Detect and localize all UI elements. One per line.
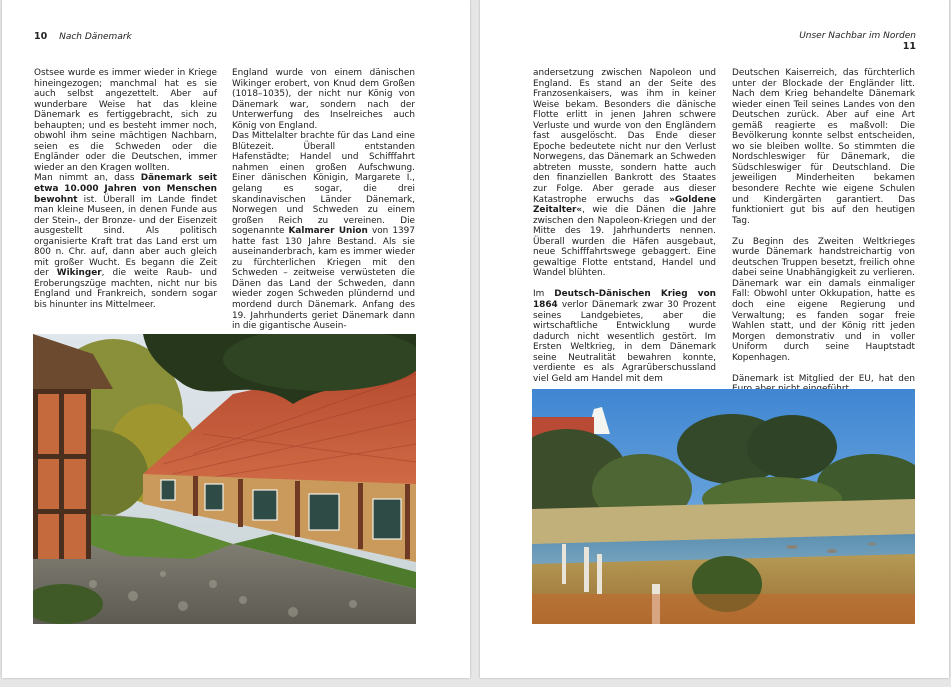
right-column-1 <box>533 68 716 384</box>
right-page <box>480 0 949 678</box>
left-page-number: 10 <box>34 31 48 42</box>
paragraph <box>34 173 217 310</box>
text-run: , die weite Raub- und Eroberungszüge machten, nicht nur bis England und Frankreich, sondern sogar bis hinunter ins Mittelmeer. <box>34 268 217 311</box>
left-column-1 <box>34 68 217 311</box>
left-page-header <box>34 31 132 42</box>
text-run: von 1397 hatte fast 130 Jahre Bestand. Als sie auseinanderbrach, kam es immer wieder zu fürchterlichen Kriegen mit den Schweden – zeitweise verwüsteten die Dänen das Land der Schweden, dann wieder zogen Schweden plündernd und mordend durch Dänemark. Anfang des 19. Jahrhunderts geriet Dänemark dann in die gigantische Ausein- <box>232 226 415 332</box>
paragraph: Dänemark ist Mitglied der EU, hat den <box>732 373 915 384</box>
text-run: verlor Dänemark zwar 30 Prozent seines Landgebietes, aber die wirtschaftliche Entwicklung wurde dadurch nicht wesentlich gestört. Im Ersten Weltkrieg, in dem Dänemark seine Neutralität bewahren konnte, verdiente es als Agrarüberschussland viel Geld am Handel mit dem <box>533 299 716 384</box>
right-page-header <box>790 31 916 52</box>
paragraph <box>533 68 716 279</box>
left-page <box>2 0 470 678</box>
photo-thatched-farmhouse <box>33 334 416 624</box>
bold-term: Dänemark seit etwa 10.000 Jahren von Menschen bewohnt <box>34 173 217 205</box>
paragraph: Zu Beginn des Zweiten Weltkrieges wurde Dänemark handstreichartig von deutschen Truppen besetzt, freilich ohne dabei seine Unabhängigkeit zu verlieren. Dänemark war ein damals einmaliger Fall: Obwohl unter Okkupation, hatte es doch eine eigene Regierung und Verwaltung; es fanden sogar freie Wahlen statt, und der König ritt jeden Morgen demonstrativ und in voller Uniform durch seine Hauptstadt Kopenhagen. <box>732 236 915 363</box>
right-column-2 <box>732 68 915 395</box>
text-run: Das Mittelalter brachte für das Land eine Blütezeit. Überall entstanden Hafenstädte; Handel und Schifffahrt nahmen einen großen Aufschwung. Einer dänischen Königin, Margarete I., gelang es sogar, die drei skandinavischen Länder Dänemark, Norwegen und Schweden zu einem großen Reich zu vereinen. Die sogenannte <box>232 131 415 237</box>
left-running-head: Nach Dänemark <box>59 32 132 42</box>
left-column-2 <box>232 68 415 332</box>
bold-term: Deutsch-Dänischen Krieg von 1864 <box>533 289 716 310</box>
paragraph <box>232 131 415 331</box>
right-running-head: Unser Nachbar im Norden <box>799 31 916 41</box>
text-run: Man nimmt an, dass <box>34 173 141 184</box>
paragraph: England wurde von einem dänischen Wikinger erobert, von Knud dem Großen (1018–1035), der nicht nur König von Dänemark war, sondern nach der Unterwerfung des Inselreiches auch König von England. <box>232 68 415 131</box>
text-run: , wie die Dänen die Jahre zwischen den Napoleon-Kriegen und der Mitte des 19. Jahrhunderts nennen. Überall wurden die Häfen ausgebaut, neue Schifffahrtswege gebaggert. Eine gewaltige Flotte entstand, Handel und Wandel blühten. <box>533 205 716 279</box>
photo-coastal-landscape <box>532 389 915 624</box>
paragraph <box>533 289 716 384</box>
text-run: Im <box>533 289 555 300</box>
paragraph: Ostsee wurde es immer wieder in Kriege hineingezogen; manchmal hat es sie auch selbst angezettelt. Aber auf wunderbare Weise hat das kleine Dänemark es fertiggebracht, sich zu behaupten; und es besteht immer noch, obwohl ihm seine mächtigen Nachbarn, seien es die Schweden oder die Engländer oder die Deutschen, immer wieder an den Kragen wollten. <box>34 68 217 173</box>
text-run: andersetzung zwischen Napoleon und England. Es stand an der Seite des Franzosenkaisers, was ihm in keiner Weise bekam. Besonders die dänische Flotte erlitt in jenen Jahren schwere Verluste und wurde von den Engländern fast ausgelöscht. Das Ende dieser Epoche bedeutete nicht nur den Verlust Norwegens, das Dänemark an Schweden abtreten musste, sondern hatte auch den finanziellen Bankrott des Staates zur Folge. Aber gerade aus dieser Katastrophe erwuchs das <box>533 68 716 205</box>
text-run: ist. Überall im Lande findet man kleine Museen, in denen Funde aus der Stein-, der Bronze- und der Eisenzeit ausgestellt sind. Als politisch organisierte Kraft trat das Land erst um 800 n. Chr. auf, dann aber auch gleich mit großer Wucht. Es begann die Zeit der <box>34 194 217 279</box>
paragraph: Deutschen Kaiserreich, das fürchterlich unter der Blockade der Engländer litt. Nach dem Krieg behandelte Dänemark wieder einen Teil seines Landes von den Deutschen zurück. Aber auf eine Art gemäß reagierte es maßvoll: Die Bevölkerung konnte selbst entscheiden, wo sie bleiben wollte. So stimmten die Nordschleswiger für Dänemark, die Südschleswiger für Deutschland. Die jeweiligen Minderheiten bekamen besondere Rechte wie eigene Schulen und Kindergärten garantiert. Das funktioniert gut bis auf den heutigen Tag. <box>732 68 915 226</box>
right-page-number: 11 <box>902 41 916 52</box>
bold-term: »Goldene Zeitalter« <box>533 194 716 216</box>
bold-term: Wikinger <box>56 268 102 279</box>
bold-term: Kalmarer Union <box>288 226 368 237</box>
